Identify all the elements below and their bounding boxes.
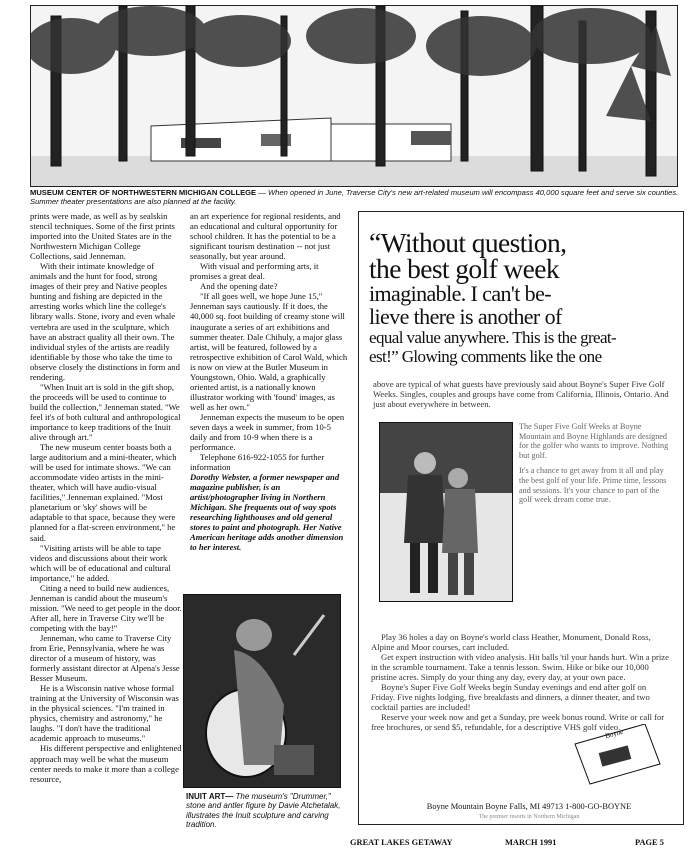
paragraph: an art experience for regional residents, and an educational and cultural opportunity for school children. It has the potential to be a significant tourism destination -- not just seasonally, but year around. (190, 211, 341, 262)
paragraph: And the opening date? (200, 281, 278, 292)
ad-paragraph: Boyne's Super Five Golf Weeks begin Sunday evenings and end after golf on Friday. Five nights lodging, five breakfasts and dinners, a dinner theater, and two cocktail parties are included! (371, 682, 650, 712)
ad-side-text (519, 422, 669, 505)
ad-headline (369, 227, 679, 366)
sculpture-caption (186, 792, 342, 830)
paragraph: With visual and performing arts, it promises a great deal. (190, 261, 319, 282)
paragraph: prints were made, as well as by sealskin stencil techniques. Some of the first prints imported into the United States are in the Northwestern Michigan College Collections, said Jenneman. (30, 211, 175, 262)
paragraph: Jenneman, who came to Traverse City from Erie, Pennsylvania, where he was director of a museum of history, was formerly assistant director at Alpena's Jesse Besser Museum. (30, 632, 180, 684)
ad-contact: Boyne Mountain Boyne Falls, MI 49713 1-800-GO-BOYNE (426, 802, 632, 811)
author-bio: Dorothy Webster, a former newspaper and magazine publisher, is an artist/photographer living in Northern Michigan. She frequents out of way spots researching lighthouses and old general stores to paint and photograph. Her Native American heritage adds another dimension to her interest. (190, 472, 344, 553)
ad-subtext: above are typical of what guests have previously said about Boyne's Super Five Golf Weeks. Singles, couples and groups have come from California, Illinois, Ontario. And just about everywhere in between. (373, 379, 669, 409)
ad-paragraph: Play 36 holes a day on Boyne's world class Heather, Monument, Donald Ross, Alpine and Moor courses, cart included. (371, 632, 651, 652)
photo-caption-label: MUSEUM CENTER OF NORTHWESTERN MICHIGAN COLLEGE (30, 188, 257, 197)
photo-caption-text: — When opened in June, Traverse City's new art-related museum will encompass 40,000 square feet and serve six counties. Summer theater presentations are also planned at the facility. (30, 188, 679, 206)
brochure-label: Boyne (604, 727, 625, 741)
ad-paragraph: Get expert instruction with video analysis. Hit balls 'til your hands hurt. Win a prize in the scramble tournament. Take a tennis lesson. Swim. Hike or bike our 10,000 pristine acres. Simply do your thing any day, every day, at your own pace. (371, 652, 669, 682)
museum-building-drawing-icon (31, 6, 677, 186)
drummer-sculpture-icon (184, 595, 340, 787)
paragraph: The new museum center boasts both a large auditorium and a mini-theater, which will be used for intimate shows. "We can accommodate video artists in the mini-theater, which will have audio-visual facilities," Jenneman explained. "Most planetarium or 'sky' shows will be adaptable to that space, because they were planned for a flat-screen environment," he said. (30, 442, 177, 543)
paragraph: With their intimate knowledge of animals and the hunt for food, strong images of their prey and Native peoples hunting and fishing are depicted in the arresting works which line the college's library walls. Stone, ivory and even whale vertebra are used in the sculpture, which have an abstract quality all their own. The individual styles of the artists are readily identifiable by those who take the time to observe closely the distinctions in form and rendering. (30, 261, 180, 382)
headline-line: the best golf week (369, 253, 560, 284)
page-number: PAGE 5 (635, 838, 664, 847)
paragraph: "When Inuit art is sold in the gift shop, the proceeds will be used to continue to build the collection," Jenneman stated. "We feel it's of both cultural and anthropological importance to keep traditions of the Inuit alive through art." (30, 381, 181, 443)
publication-title: GREAT LAKES GETAWAY (350, 838, 453, 847)
golf-advertisement (358, 211, 684, 825)
headline-line: “Without question, (369, 227, 567, 258)
side-paragraph: It's a chance to get away from it all and play the best golf of your life. Prime time, lessons and sessions. It's your chance to part of the golf week dream come true. (519, 466, 667, 505)
ad-paragraph: Reserve your week now and get a Sunday, pre week bonus round. Write or call for free brochures, or send $5, refundable, for a descriptive VHS golf video. (371, 712, 665, 732)
side-paragraph: The Super Five Golf Weeks at Boyne Mountain and Boyne Highlands are designed for the golfer who wants to improve. Nothing but golf. (519, 422, 669, 460)
paragraph: Telephone 616-922-1055 for further information (190, 452, 325, 473)
brochure-graphic (565, 724, 665, 786)
sculpture-caption-text: The museum's "Drummer," stone and antler figure by Davie Atchetalak, illustrates the Inuit sculpture and carving tradition. (186, 792, 341, 830)
ad-tagline: The premier resorts in Northern Michigan (478, 814, 580, 820)
headline-line: imaginable. I can't be- (369, 281, 551, 306)
museum-photo (30, 5, 678, 187)
paragraph: He is a Wisconsin native whose formal training at the University of Wisconsin was in the physical sciences. "I'm trained in physics, chemistry and astronomy," he laughs. "I don't have the traditional academic approach to museums." (30, 683, 179, 744)
paragraph: "If all goes well, we hope June 15," Jenneman says cautiously. If it does, the 40,000 sq. foot building of creamy stone will inaugurate a series of art exhibitions and summer theater. Dale Chihuly, a major glass artist, will be featured, followed by a retrospective exhibition of Carol Wald, which is now on view at the Butler Museum in Youngstown, Ohio. Wald, a graphically oriented artist, is a nationally known illustrator working with 'found' images, as well as her own." (190, 291, 348, 412)
photo-caption (30, 188, 680, 206)
ad-footer (389, 802, 669, 822)
drummer-sculpture-photo (183, 594, 341, 788)
article-column-1 (30, 211, 182, 784)
page-footer (0, 838, 696, 854)
headline-line: est!” Glowing comments like the one (369, 347, 602, 366)
paragraph: Citing a need to build new audiences, Jenneman is candid about the museum's mission. "We need to get people in the door. After all, here in Traverse City we'll be competing with the bay!" (30, 582, 182, 633)
paragraph: "Visiting artists will be able to tape videos and discussions about their work which will be of educational and cultural importance," he added. (30, 542, 171, 583)
paragraph: Jenneman expects the museum to be open seven days a week in summer, from 10-5 daily and from 10-9 when there is a performance. (190, 411, 345, 453)
ad-body (371, 632, 671, 732)
headline-line: lieve there is another of (369, 304, 562, 329)
issue-date: MARCH 1991 (505, 838, 557, 847)
golfers-photo (379, 422, 513, 602)
paragraph: His different perspective and enlightened approach may well be what the museum center needs to make it more than a college resource, (30, 743, 182, 784)
golfers-icon (380, 423, 512, 601)
article-column-2 (190, 211, 348, 472)
sculpture-caption-label: INUIT ART— (186, 792, 234, 801)
headline-line: equal value anywhere. This is the great- (369, 328, 617, 347)
